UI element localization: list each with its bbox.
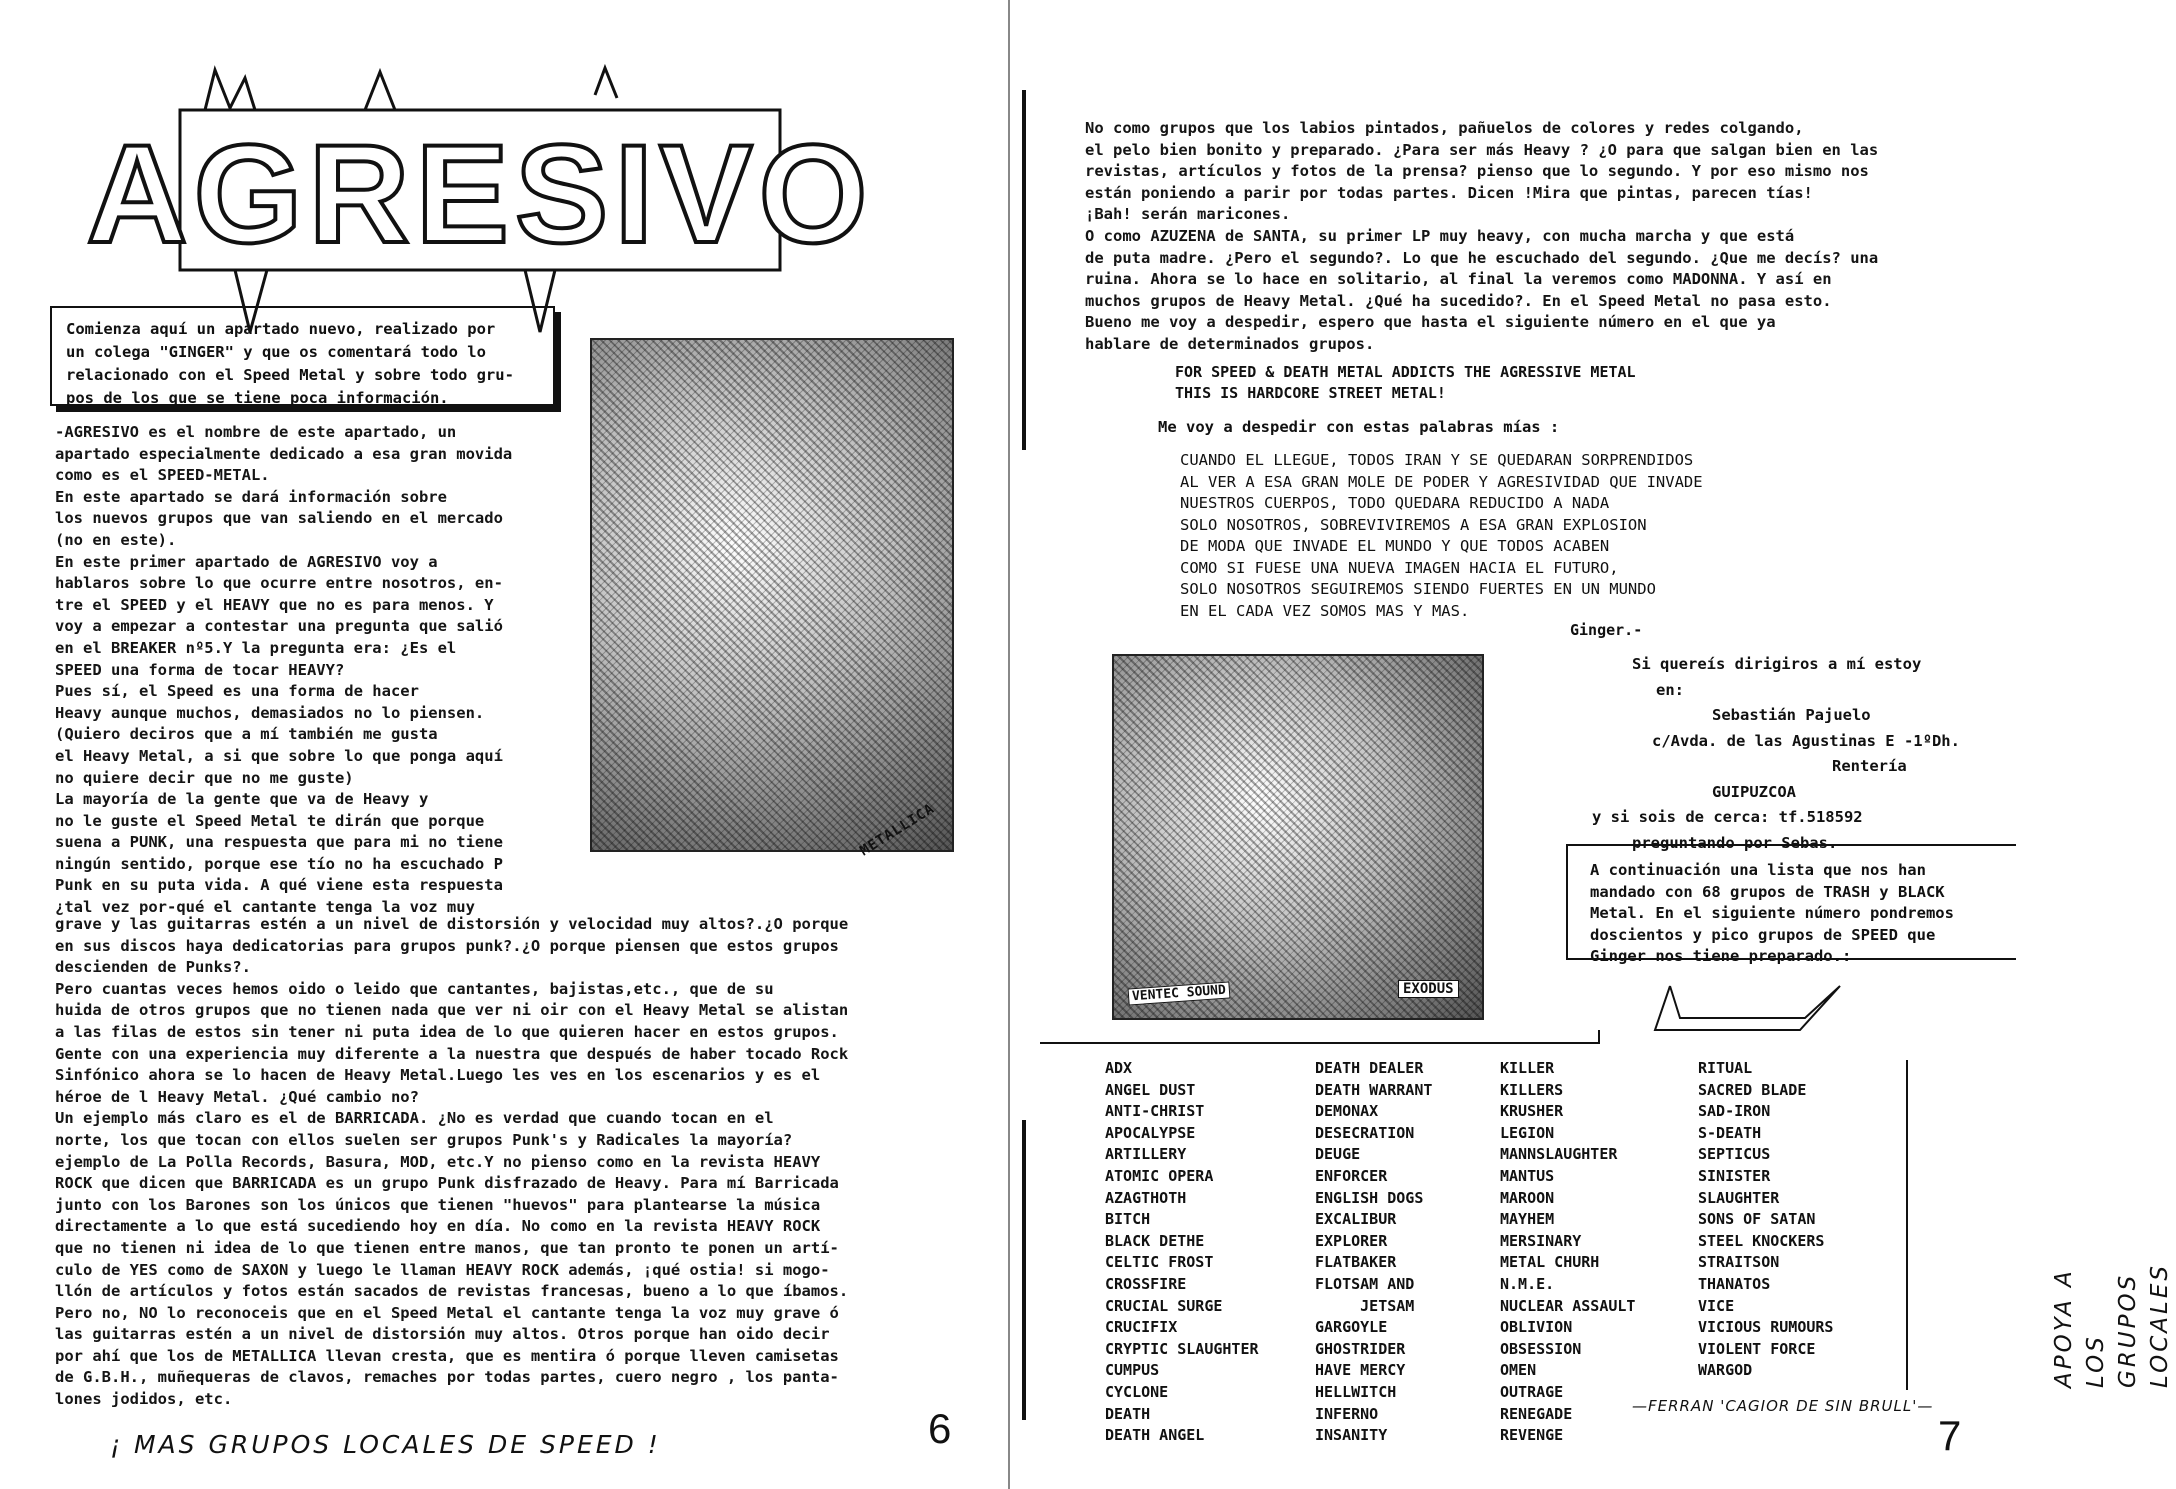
band-list-item: MANNSLAUGHTER bbox=[1500, 1145, 1618, 1164]
band-list-item: STRAITSON bbox=[1698, 1253, 1780, 1272]
article-text-wide: grave y las guitarras estén a un nivel de distorsión y velocidad muy altos?.¿O porque en sus discos haya dedicatorias para grupos punk?.¿O porque piensen que estos grupos descienden de Punks?. Pero cuantas veces hemos oido o leido que cantantes, bajistas,etc., que de su huida de otros grupos que no tienen nada que ver ni oir con el Heavy Metal se alistan a las filas de estos sin tener ni puta idea de lo que quieren hacer en estos grupos. Gente con una experiencia muy diferente a la nuestra que después de haber tocado Rock Sinfónico ahora se lo hacen de Heavy Metal.Luego les ves en los escenarios y es el héroe de l Heavy Metal. ¿Qué cambio no? Un ejemplo más claro es el de BARRICADA. ¿No es verdad que cuando tocan en el norte, los que tocan con ellos suelen ser grupos Punk's y Radicales la mayoría? ejemplo de La Polla Records, Basura, MOD, etc.Y no pienso como en la revista HEAVY ROCK que dicen que BARRICADA es un grupo Punk disfrazado de Heavy. Para mí Barricada junto con los Barones son los únicos que tienen "huevos" para plantearse la música directamente a lo que está sucediendo hoy en día. No como en la revista HEAVY ROCK que no tienen ni idea de lo que tienen entre manos, que tan pronto te ponen un artí- culo de YES como de SAXON y luego le llaman HEAVY ROCK además, ¡qué ostia! si mogo- llón de artículos y fotos están sacados de revistas francesas, bueno a lo que íbamos. Pero no, NO lo reconoceis que en el Speed Metal el cantante tenga la voz muy grave ó las guitarras estén a un nivel de distorsión muy altos. Otros porque han oido decir por ahí que los de METALLICA llevan cresta, que es mentira ó porque lleven camisetas de G.B.H., muñequeras de clavos, remaches por todas partes, cuero negro , los panta- lones jodidos, etc. bbox=[55, 915, 849, 1409]
band-list-item: NUCLEAR ASSAULT bbox=[1500, 1296, 1636, 1315]
band-list-item: VIOLENT FORCE bbox=[1698, 1339, 1816, 1358]
band-list-item: INSANITY bbox=[1315, 1426, 1388, 1445]
band-list-item: N.M.E. bbox=[1500, 1274, 1555, 1293]
contact-province: GUIPUZCOA bbox=[1712, 782, 1796, 801]
band-list-item: ENFORCER bbox=[1315, 1166, 1388, 1185]
band-list-item: OBSESSION bbox=[1500, 1339, 1582, 1358]
band-list-item: OMEN bbox=[1500, 1361, 1537, 1380]
band-list-item: FLOTSAM AND bbox=[1315, 1274, 1415, 1293]
band-list-item: KRUSHER bbox=[1500, 1102, 1564, 1121]
band-list bbox=[1090, 1058, 1930, 1453]
band-list-item: LEGION bbox=[1500, 1123, 1555, 1142]
band-list-item: ADX bbox=[1105, 1059, 1133, 1077]
poem: CUANDO EL LLEGUE, TODOS IRAN Y SE QUEDARAN SORPRENDIDOS AL VER A ESA GRAN MOLE DE PODER Y AGRESIVIDAD QUE INVADE NUESTROS CUERPOS, TODO QUEDARA REDUCIDO A NADA SOLO NOSOTROS, SOBREVIVIREMOS A ESA GRAN EXPLOSION DE MODA QUE INVADE EL MUNDO Y QUE TODOS ACABEN COMO SI FUESE UNA NUEVA IMAGEN HACIA EL FUTURO, SOLO NOSOTROS SEGUIREMOS SIENDO FUERTES EN UN MUNDO EN EL CADA VEZ SOMOS MAS Y MAS. bbox=[1180, 451, 1703, 620]
left-page bbox=[0, 0, 1010, 1489]
band-list-item: MAYHEM bbox=[1500, 1210, 1555, 1229]
band-list-item: SEPTICUS bbox=[1698, 1145, 1771, 1164]
band-list-item: ANTI-CHRIST bbox=[1105, 1102, 1205, 1121]
metallica-photo bbox=[590, 338, 954, 852]
page-number-right: 7 bbox=[1938, 1412, 1962, 1459]
band-list-item: OUTRAGE bbox=[1500, 1382, 1564, 1401]
band-list-item: MANTUS bbox=[1500, 1166, 1555, 1185]
band-list-item: DESECRATION bbox=[1315, 1123, 1415, 1142]
contact-block bbox=[1592, 652, 1960, 856]
band-list-item: AZAGTHOTH bbox=[1105, 1188, 1187, 1207]
band-list-item: DEATH DEALER bbox=[1315, 1059, 1424, 1077]
band-list-item: CYCLONE bbox=[1105, 1382, 1169, 1401]
band-list-item: BITCH bbox=[1105, 1210, 1151, 1229]
contact-line-2: en: bbox=[1656, 680, 1684, 699]
metallica-photo-caption: METALLICA bbox=[857, 800, 938, 860]
band-list-item: ENGLISH DOGS bbox=[1315, 1188, 1424, 1207]
band-list-item: S-DEATH bbox=[1698, 1123, 1762, 1142]
article-text-narrow: -AGRESIVO es el nombre de este apartado, un apartado especialmente dedicado a esa gran movida como es el SPEED-METAL. En este apartado se dará información sobre los nuevos grupos que van saliendo en el mercado (no en este). En este primer apartado de AGRESIVO voy a hablaros sobre lo que ocurre entre nosotros, en- tre el SPEED y el HEAVY que no es para menos. Y voy a empezar a contestar una pregunta que salió en el BREAKER nº5.Y la pregunta era: ¿Es el SPEED una forma de tocar HEAVY? Pues sí, el Speed es una forma de hacer Heavy aunque muchos, demasiados no lo piensen. (Quiero deciros que a mí también me gusta el Heavy Metal, a si que sobre lo que ponga aquí no quiere decir que no me guste) La mayoría de la gente que va de Heavy y no le guste el Speed Metal te dirán que porque suena a PUNK, una respuesta que para mi no tiene ningún sentido, porque ese tío no ha escuchado P Punk en su puta vida. A qué viene esta respuesta ¿tal vez por-qué el cantante tenga la voz muy bbox=[55, 423, 513, 917]
band-list-item: GHOSTRIDER bbox=[1315, 1339, 1406, 1358]
slogan: FOR SPEED & DEATH METAL ADDICTS THE AGRESSIVE METAL THIS IS HARDCORE STREET METAL! bbox=[1175, 363, 1636, 402]
band-list-item: RITUAL bbox=[1698, 1059, 1753, 1077]
band-list-item: APOCALYPSE bbox=[1105, 1123, 1196, 1142]
list-intro: A continuación una lista que nos han mandado con 68 grupos de TRASH y BLACK Metal. En el siguiente número pondremos doscientos y pico grupos de SPEED que Ginger nos tiene preparado.: bbox=[1590, 861, 1954, 965]
band-column-2 bbox=[1315, 1058, 1432, 1447]
band-list-item: RENEGADE bbox=[1500, 1404, 1573, 1423]
band-list-item: SLAUGHTER bbox=[1698, 1188, 1780, 1207]
band-list-item: HELLWITCH bbox=[1315, 1382, 1397, 1401]
band-list-item: OBLIVION bbox=[1500, 1318, 1573, 1337]
band-list-item: KILLERS bbox=[1500, 1080, 1564, 1099]
band-list-item: GARGOYLE bbox=[1315, 1318, 1388, 1337]
contact-street: c/Avda. de las Agustinas E -1ºDh. bbox=[1652, 731, 1960, 750]
signature: Ginger.- bbox=[1570, 621, 1643, 639]
band-list-item: REVENGE bbox=[1500, 1426, 1564, 1445]
band-column-1 bbox=[1105, 1058, 1259, 1447]
right-page bbox=[1010, 0, 2173, 1489]
band-list-item: WARGOD bbox=[1698, 1361, 1753, 1380]
band-list-item: EXCALIBUR bbox=[1315, 1210, 1397, 1229]
band-list-item: VICE bbox=[1698, 1296, 1735, 1315]
band-list-item: VICIOUS RUMOURS bbox=[1698, 1318, 1834, 1337]
band-list-item: MAROON bbox=[1500, 1188, 1555, 1207]
credit-line: —FERRAN 'CAGIOR DE SIN BRULL'— bbox=[1632, 1397, 1934, 1415]
arrow-icon bbox=[1650, 978, 1850, 1040]
band-list-item: STEEL KNOCKERS bbox=[1698, 1231, 1825, 1250]
left-margin-rule-top bbox=[1022, 90, 1026, 450]
intro-box: Comienza aquí un apartado nuevo, realizado por un colega "GINGER" y que os comentará todo lo relacionado con el Speed Metal y sobre todo gru- pos de los que se tiene poca información. bbox=[50, 306, 555, 406]
ventec-sound-stamp: VENTEC SOUND bbox=[1128, 981, 1231, 1005]
contact-name: Sebastián Pajuelo bbox=[1712, 706, 1871, 724]
page-number-left: 6 bbox=[928, 1405, 952, 1452]
band-list-item: DEATH WARRANT bbox=[1315, 1080, 1433, 1099]
band-list-item: ATOMIC OPERA bbox=[1105, 1166, 1214, 1185]
band-list-item: HAVE MERCY bbox=[1315, 1361, 1406, 1380]
band-list-item: JETSAM bbox=[1315, 1296, 1415, 1315]
support-local-bands-note: APOYA A LOS GRUPOS LOCALES bbox=[2051, 1263, 2173, 1388]
band-list-item: CRUCIAL SURGE bbox=[1105, 1296, 1223, 1315]
band-list-item: THANATOS bbox=[1698, 1274, 1771, 1293]
band-list-item: SONS OF SATAN bbox=[1698, 1210, 1816, 1229]
band-list-item: DEMONAX bbox=[1315, 1102, 1379, 1121]
exodus-photo-caption: EXODUS bbox=[1398, 980, 1459, 998]
contact-phone: y si sois de cerca: tf.518592 bbox=[1592, 808, 1863, 826]
band-list-item: INFERNO bbox=[1315, 1404, 1379, 1423]
contact-ask: preguntando por Sebas. bbox=[1632, 833, 1838, 852]
left-margin-rule-bottom bbox=[1022, 1120, 1026, 1420]
band-list-item: MERSINARY bbox=[1500, 1231, 1582, 1250]
band-column-3 bbox=[1500, 1058, 1635, 1447]
band-list-item: CRYPTIC SLAUGHTER bbox=[1105, 1339, 1259, 1358]
side-note-border bbox=[1906, 1060, 1908, 1390]
band-list-item: DEUGE bbox=[1315, 1145, 1361, 1164]
band-list-item: SAD-IRON bbox=[1698, 1102, 1771, 1121]
band-list-item: CELTIC FROST bbox=[1105, 1253, 1214, 1272]
band-list-item: DEATH ANGEL bbox=[1105, 1426, 1205, 1445]
band-list-item: CROSSFIRE bbox=[1105, 1274, 1187, 1293]
contact-city: Rentería bbox=[1832, 757, 1907, 775]
band-column-4 bbox=[1698, 1058, 1833, 1382]
logo-text: AGRESIVO bbox=[86, 115, 874, 272]
exodus-photo bbox=[1112, 654, 1484, 1020]
band-list-item: SACRED BLADE bbox=[1698, 1080, 1807, 1099]
band-list-item: SINISTER bbox=[1698, 1166, 1771, 1185]
band-list-rule-tick bbox=[1598, 1030, 1600, 1044]
band-list-item: METAL CHURH bbox=[1500, 1253, 1600, 1272]
band-list-item: DEATH bbox=[1105, 1404, 1151, 1423]
band-list-item: CRUCIFIX bbox=[1105, 1318, 1178, 1337]
band-list-item: KILLER bbox=[1500, 1059, 1555, 1077]
band-list-item: ANGEL DUST bbox=[1105, 1080, 1196, 1099]
band-list-item: CUMPUS bbox=[1105, 1361, 1160, 1380]
band-list-item: FLATBAKER bbox=[1315, 1253, 1397, 1272]
band-list-rule bbox=[1040, 1042, 1600, 1044]
band-list-item: EXPLORER bbox=[1315, 1231, 1388, 1250]
agresivo-logo bbox=[86, 70, 874, 340]
contact-line-1: Si quereís dirigiros a mí estoy bbox=[1632, 655, 1922, 673]
article-continuation: No como grupos que los labios pintados, pañuelos de colores y redes colgando, el pelo bien bonito y preparado. ¿Para ser más Heavy ? ¿O para que salgan bien en las revistas, artículos y fotos de la prensa? pienso que lo segundo. Y por eso mismo nos están poniendo a parir por todas partes. Dicen !Mira que pintas, parecen tías! ¡Bah! serán maricones. O como AZUZENA de SANTA, su primer LP muy heavy, con mucha marcha y que está de puta madre. ¿Pero el segundo?. Lo que he escuchado del segundo. ¿Que me decís? una ruina. Ahora se lo hace en solitario, al final la veremos como MADONNA. Y así en muchos grupos de Heavy Metal. ¿Qué ha sucedido?. En el Speed Metal no pasa esto. Bueno me voy a despedir, espero que hasta el siguiente número en el que ya hablare de determinados grupos. bbox=[1085, 119, 1879, 353]
handwritten-footer: ¡ MAS GRUPOS LOCALES DE SPEED ! bbox=[110, 1430, 661, 1459]
band-list-item: ARTILLERY bbox=[1105, 1145, 1187, 1164]
farewell-intro: Me voy a despedir con estas palabras mías : bbox=[1158, 418, 1560, 436]
band-list-item: BLACK DETHE bbox=[1105, 1231, 1205, 1250]
